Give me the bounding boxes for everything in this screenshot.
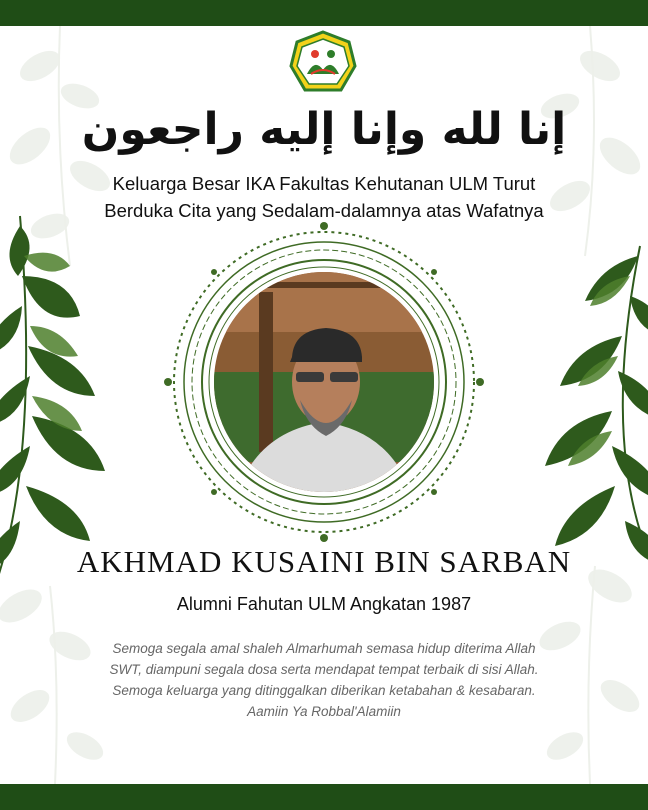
top-band [0,0,648,26]
deceased-name: AKHMAD KUSAINI BIN SARBAN [76,544,572,579]
bottom-band [0,784,648,810]
intro-line-2: Berduka Cita yang Sedalam-dalamnya atas Wafatnya [104,200,544,221]
arabic-condolence-phrase: إنا لله وإنا إليه راجعون [81,104,567,155]
intro-line-1: Keluarga Besar IKA Fakultas Kehutanan ULM Turut [112,173,536,194]
left-leaf-branch [0,216,105,586]
deceased-portrait-photo [204,262,444,502]
alumni-cohort: Alumni Fahutan ULM Angkatan 1987 [176,594,472,614]
right-leaf-branch [545,246,648,566]
condolence-intro [60,170,588,224]
ornamental-portrait-frame [164,222,484,542]
prayer-message: Semoga segala amal shaleh Almarhumah semasa hidup diterima Allah SWT, diampuni segala dosa serta mendapat tempat terbaik di sisi Allah. Semoga keluarga yang ditinggalkan diberikan ketabahan & kesabaran. Aamiin Ya Robbal'Alamiin [109,641,539,719]
alumni-emblem-logo [289,30,357,96]
